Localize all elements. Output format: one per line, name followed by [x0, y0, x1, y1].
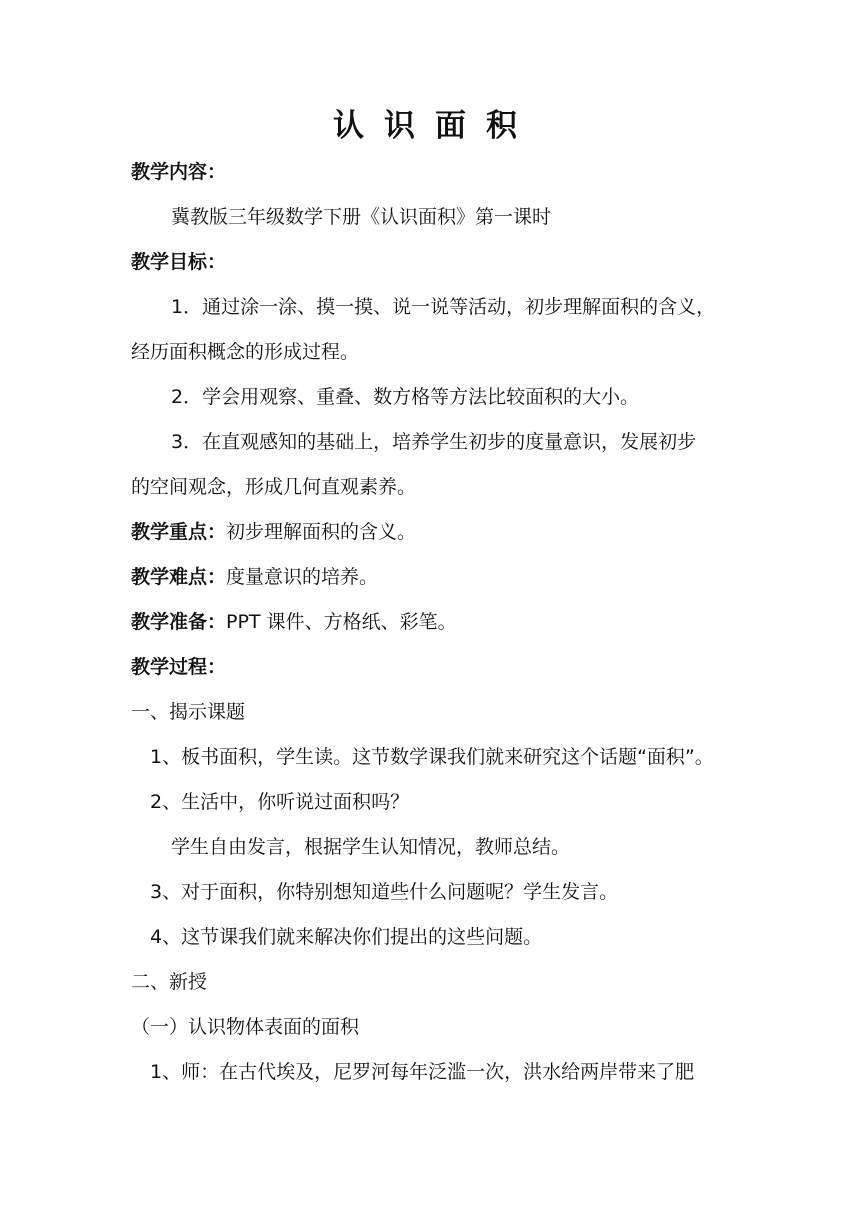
part-1-item-3: 3、对于面积，你特别想知道些什么问题呢？学生发言。: [150, 881, 619, 903]
part-1-item-1: 1、板书面积，学生读。这节数学课我们就来研究这个话题“面积”。: [150, 746, 714, 768]
goals-heading: 教学目标：: [131, 251, 227, 273]
goal-1-line-1: 1．通过涂一涂、摸一摸、说一说等活动，初步理解面积的含义，: [171, 296, 716, 318]
key-point-text: 初步理解面积的含义。: [226, 521, 417, 543]
difficulty-line: [131, 565, 378, 589]
goal-3-line-2: 的空间观念，形成几何直观素养。: [131, 476, 417, 498]
difficulty-text: 度量意识的培养。: [226, 566, 379, 588]
preparation-line: [131, 610, 457, 634]
difficulty-label: 教学难点：: [131, 566, 227, 588]
part-1-item-2-note: 学生自由发言，根据学生认知情况，教师总结。: [171, 836, 571, 858]
part-2-heading: 二、新授: [131, 971, 208, 993]
goal-1-line-2: 经历面积概念的形成过程。: [131, 341, 360, 363]
preparation-text: PPT 课件、方格纸、彩笔。: [226, 611, 457, 633]
goal-2: 2．学会用观察、重叠、数方格等方法比较面积的大小。: [171, 386, 640, 408]
content-heading: 教学内容：: [131, 161, 227, 183]
part-1-item-2: 2、生活中，你听说过面积吗？: [150, 791, 410, 813]
key-point-line: [131, 520, 416, 544]
part-2-subheading-1: （一）认识物体表面的面积: [131, 1016, 360, 1038]
part-2-item-1: 1、师：在古代埃及，尼罗河每年泛滥一次，洪水给两岸带来了肥: [150, 1061, 695, 1083]
part-1-item-4: 4、这节课我们就来解决你们提出的这些问题。: [150, 926, 543, 948]
content-text: 冀教版三年级数学下册《认识面积》第一课时: [171, 206, 552, 228]
part-1-heading: 一、揭示课题: [131, 701, 246, 723]
preparation-label: 教学准备：: [131, 611, 227, 633]
goal-3-line-1: 3．在直观感知的基础上，培养学生初步的度量意识，发展初步: [171, 431, 697, 453]
key-point-label: 教学重点：: [131, 521, 227, 543]
process-heading: 教学过程：: [131, 656, 227, 678]
document-title: 认识面积: [333, 108, 537, 144]
